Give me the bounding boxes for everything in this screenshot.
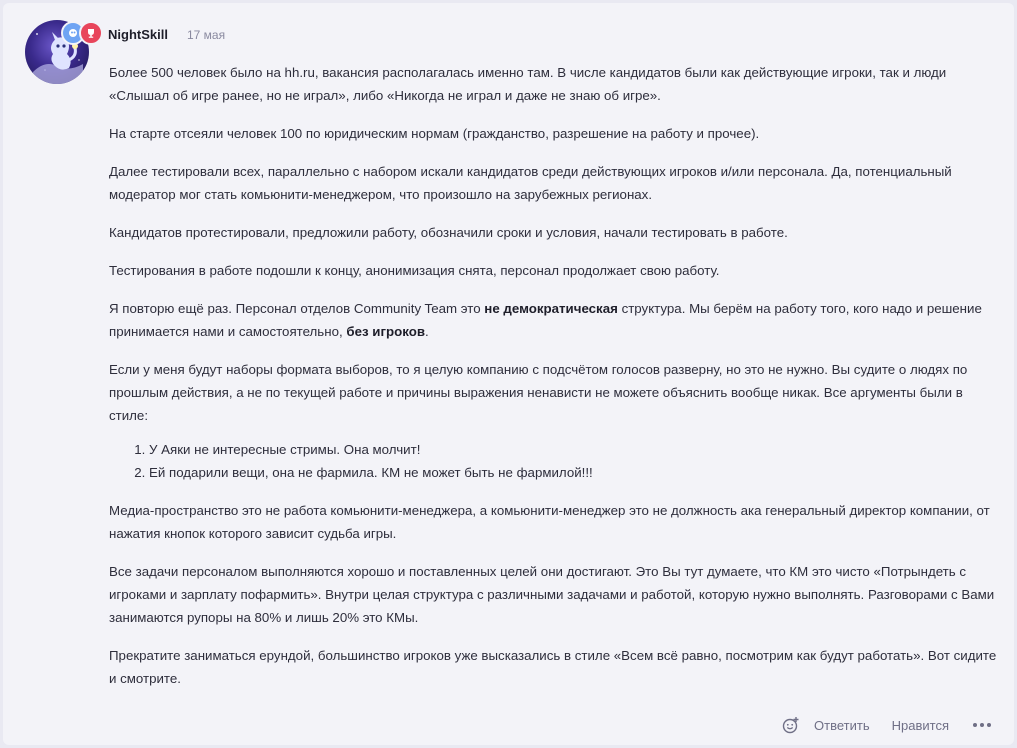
trophy-badge-icon[interactable] [79,21,103,45]
paragraph-3: Далее тестировали всех, параллельно с набором искали кандидатов среди действующих игроков и/или персонала. Да, потенциальный модератор мог стать комьюнити-менеджером, что произошло на зарубежных регионах. [109,164,952,202]
like-button[interactable]: Нравится [891,717,949,733]
list-item: 2. Ей подарили вещи, она не фармила. КМ не может быть не фармилой!!! [149,461,1005,484]
more-dots-icon[interactable] [971,723,992,727]
paragraph-9: Все задачи персоналом выполняются хорошо и поставленных целей они достигают. Это Вы тут думаете, что КМ это чисто «Потрындеть с игроками и зарплату пофармить». Внутри целая структура с различными задачами и работой, которую нужно выполнять. Разговорами с Вами занимаются рупоры на 80% и лишь 20% это КМы. [109,564,995,625]
user-badges [61,21,97,45]
paragraph-7: Если у меня будут наборы формата выборов, то я целую компанию с подсчётом голосов разверну, но это не нужно. Вы судите о людях по прошлым действия, а не по текущей работе и причины выражения ненависти не можете объяснить вообще никак. Все аргументы были в стиле: [109,362,968,423]
emphasis-without-players: без игроков [346,324,426,339]
post-date: 17 мая [187,28,226,42]
smiley-plus-icon[interactable] [782,716,800,734]
list-item: 1. У Аяки не интересные стримы. Она молчит! [149,438,1005,461]
paragraph-2: На старте отсеяли человек 100 по юридическим нормам (гражданство, разрешение на работу и прочее). [109,126,760,141]
paragraph-5: Тестирования в работе подошли к концу, анонимизация снята, персонал продолжает свою работу. [109,263,720,278]
comment-body [109,61,1005,705]
paragraph-4: Кандидатов протестировали, предложили работу, обозначили сроки и условия, начали тестировать в работе. [109,225,788,240]
paragraph-1: Более 500 человек было на hh.ru, вакансия располагалась именно там. В числе кандидатов были как действующие игроки, так и люди «Слышал об игре ранее, но не играл», либо «Никогда не играл и даже не знаю об игре». [109,65,947,103]
reply-button[interactable]: Ответить [814,717,870,733]
paragraph-6-text-a: Я повторю ещё раз. Персонал отделов Community Team это [109,301,485,316]
emphasis-not-democratic: не демократическая [484,301,618,316]
comment-card [3,3,1014,745]
paragraph-10: Прекратите заниматься ерундой, большинство игроков уже высказались в стиле «Всем всё равно, посмотрим как будут работать». Вот сидите и смотрите. [109,648,997,686]
paragraph-6-text-e: . [425,324,429,339]
author-name[interactable]: NightSkill [108,27,168,42]
arguments-list [109,438,1005,484]
paragraph-8: Медиа-пространство это не работа комьюнити-менеджера, а комьюнити-менеджер это не должность ака генеральный директор компании, от нажатия кнопок которого зависит судьба игры. [109,503,990,541]
paragraph-6-text-c: структура. Мы берём на работу того, кого надо и решение принимается нами и самостоятельно, [109,301,982,339]
comment-actions [782,716,992,734]
paragraph-6 [109,297,1005,343]
